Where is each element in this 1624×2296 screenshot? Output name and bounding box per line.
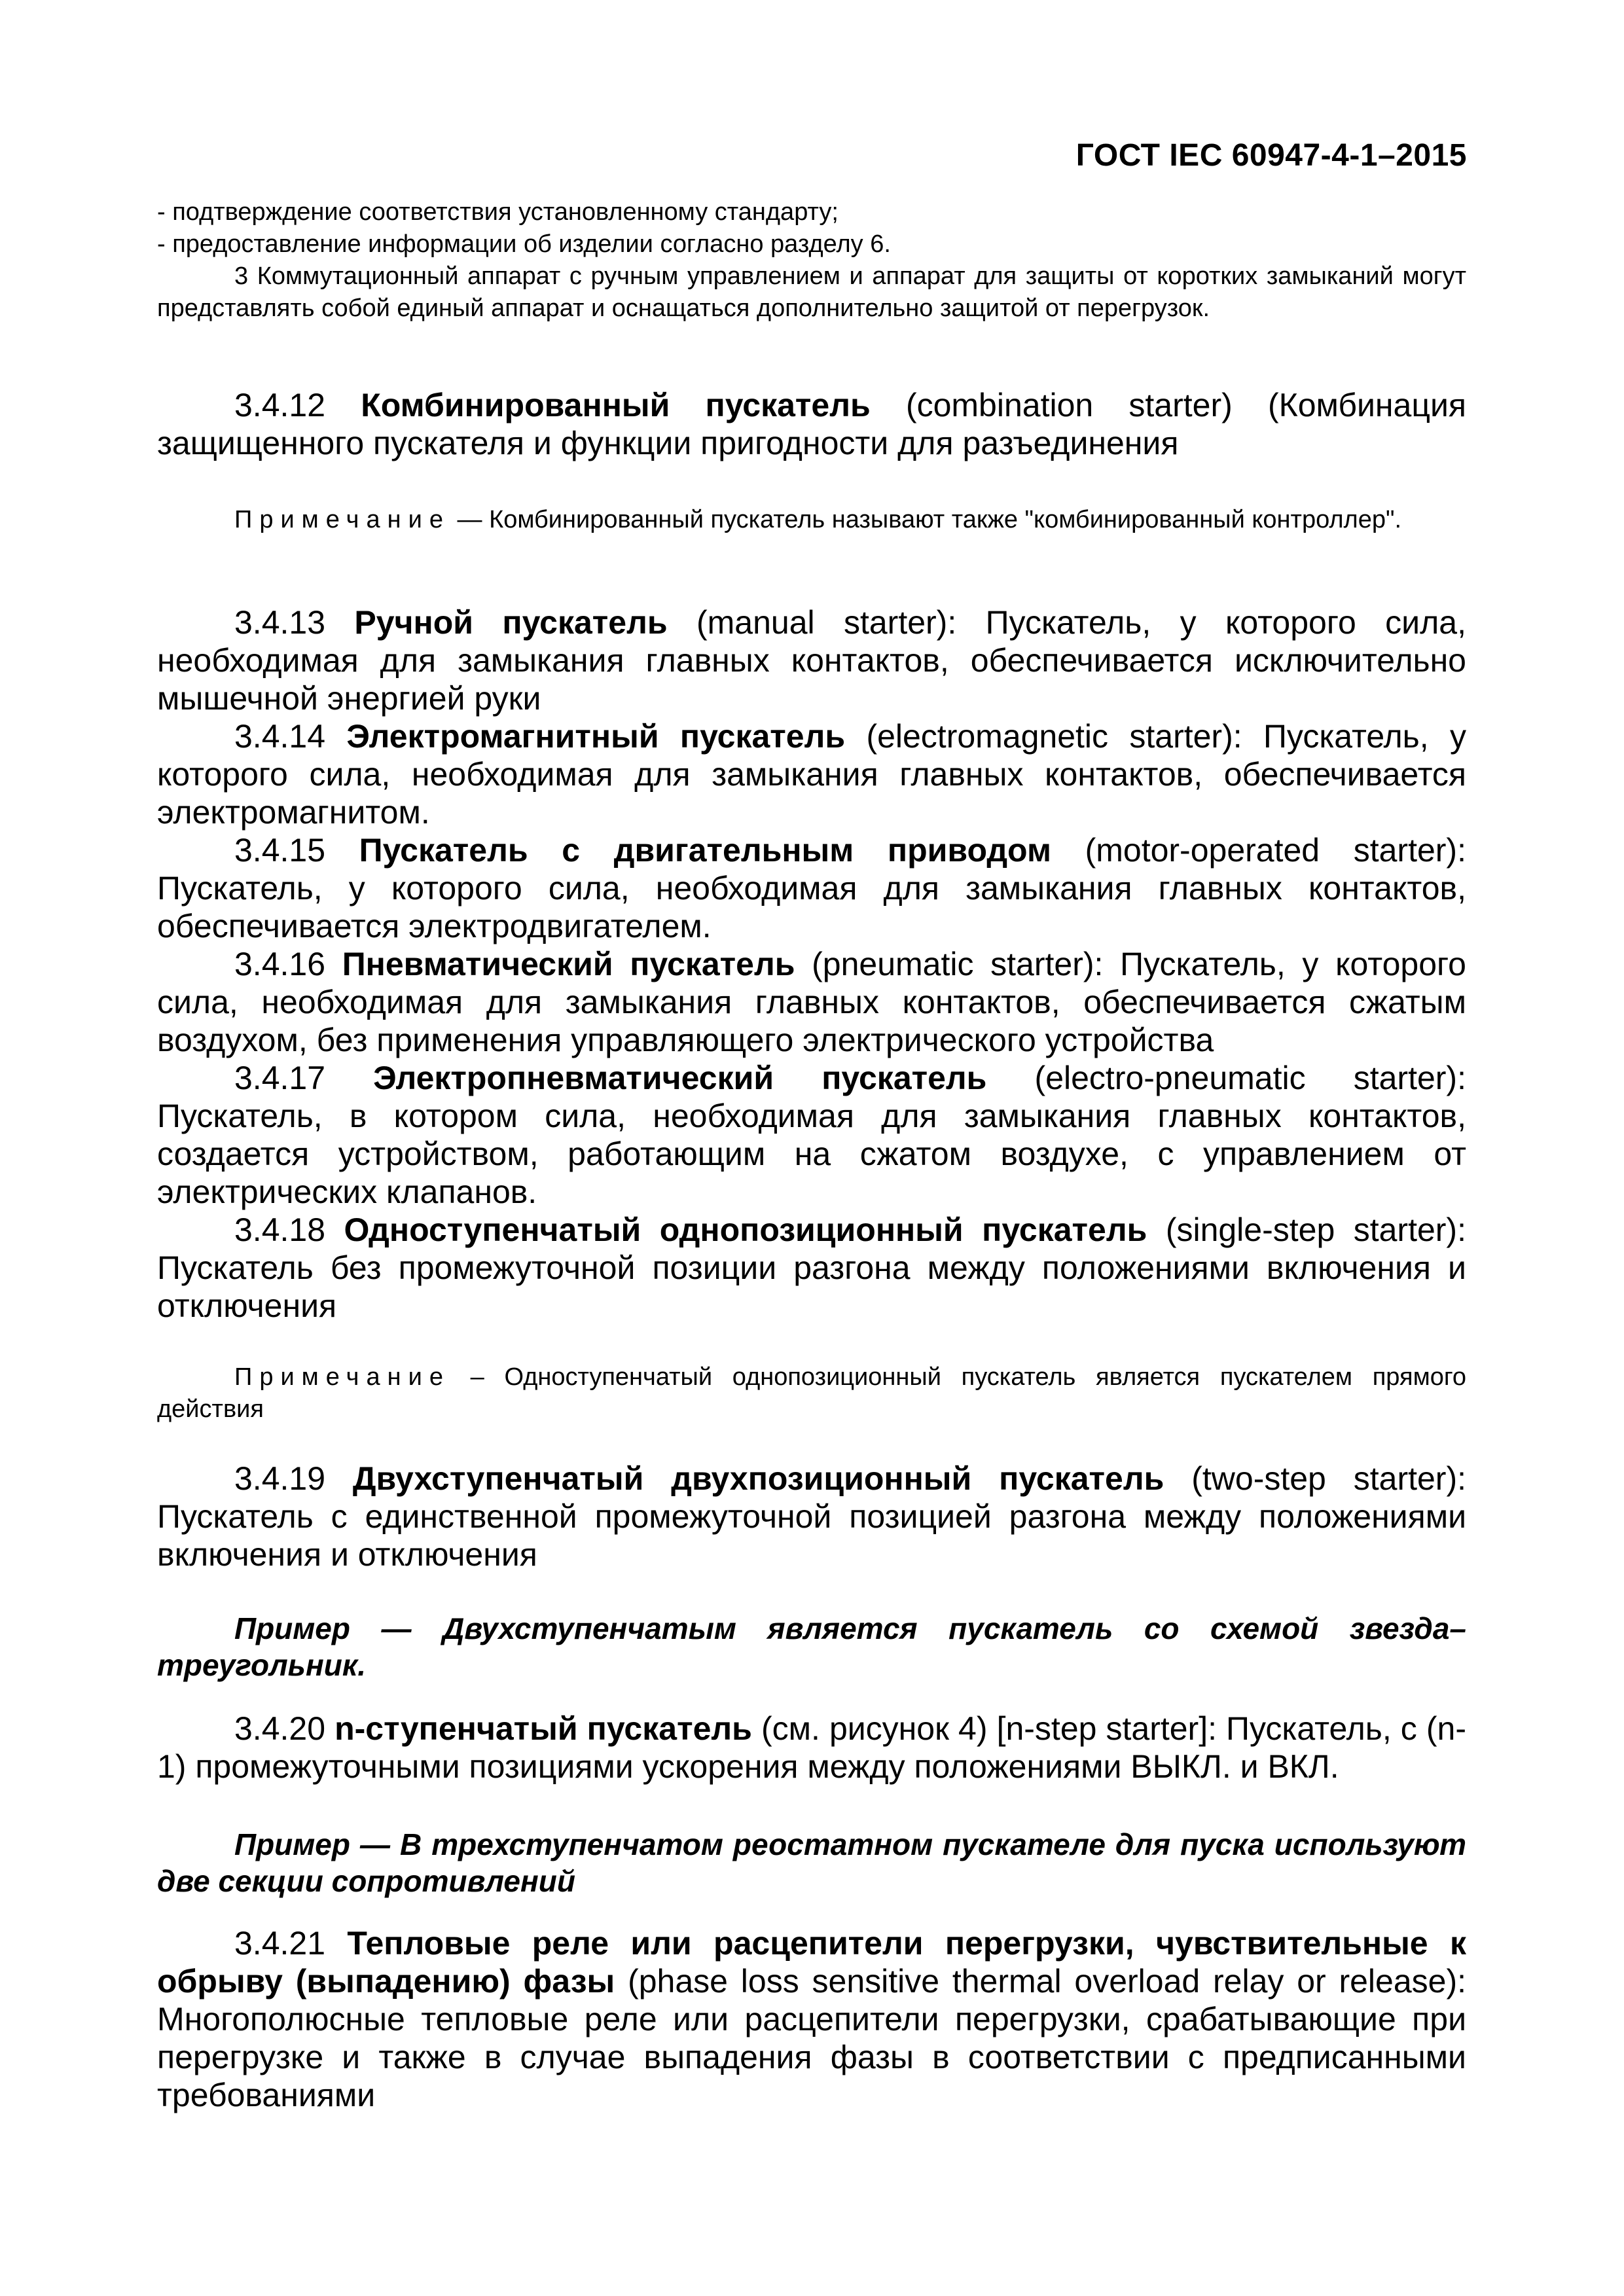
- term-3-4-15: [157, 831, 1466, 945]
- intro-block: [157, 196, 1466, 325]
- term-3-4-14: [157, 717, 1466, 831]
- term-title: Двухступенчатый двухпозиционный пускатель: [352, 1460, 1164, 1497]
- term-text: (manual starter): Пускатель, у которого сила, необходимая для замыкания главных контактов, обеспечивается исключительно мышечной энергией руки: [157, 604, 1466, 717]
- note-2: [157, 1361, 1466, 1426]
- term-3-4-16: [157, 945, 1466, 1059]
- term-number: 3.4.18: [234, 1211, 326, 1248]
- term-text: (two-step starter): Пускатель с единственной промежуточной позицией разгона между положениями включения и отключения: [157, 1460, 1466, 1573]
- note-1: [157, 504, 1466, 536]
- term-number: 3.4.12: [234, 387, 326, 423]
- term-3-4-17: [157, 1059, 1466, 1211]
- term-text: (motor-operated starter): Пускатель, у которого сила, необходимая для замыкания главных контактов, обеспечивается электродвигателем.: [157, 832, 1466, 944]
- term-number: 3.4.21: [234, 1925, 326, 1962]
- term-text: (electromagnetic starter): Пускатель, у которого сила, необходимая для замыкания главных контактов, обеспечивается электромагнитом.: [157, 718, 1466, 831]
- term-text: (single-step starter): Пускатель без промежуточной позиции разгона между положениями включения и отключения: [157, 1211, 1466, 1324]
- example-2: [157, 1826, 1466, 1899]
- term-title: Пускатель с двигательным приводом: [359, 832, 1051, 869]
- intro-note-3: 3 Коммутационный аппарат с ручным управлением и аппарат для защиты от коротких замыканий могут представлять собой единый аппарат и оснащаться дополнительно защитой от перегрузок.: [157, 262, 1466, 322]
- term-text: (см. рисунок 4) [n-step starter]: Пускатель, с (n-1) промежуточными позициями ускорения между положениями ВЫКЛ. и ВКЛ.: [157, 1710, 1466, 1785]
- term-text: (phase loss sensitive thermal overload relay or release): Многополюсные тепловые реле или расцепители перегрузки, срабатывающие при перегрузке и также в случае выпадения фазы в соответствии с предписанными требованиями: [157, 1963, 1466, 2113]
- note-text: — Комбинированный пускатель называют также "комбинированный контроллер".: [457, 506, 1402, 533]
- example-text: Пример — Двухступенчатым является пускатель со схемой звезда–треугольник.: [157, 1611, 1466, 1682]
- term-3-4-20: [157, 1710, 1466, 1785]
- term-title: Комбинированный пускатель: [361, 387, 871, 423]
- example-1: [157, 1610, 1466, 1683]
- term-number: 3.4.16: [234, 946, 326, 982]
- term-title: Электропневматический пускатель: [373, 1060, 987, 1096]
- term-3-4-19: [157, 1460, 1466, 1573]
- term-text: (electro-pneumatic starter): Пускатель, в котором сила, необходимая для замыкания главных контактов, создается устройством, работающим на сжатом воздухе, с управлением от электрических клапанов.: [157, 1060, 1466, 1210]
- terms-block-1: [157, 603, 1466, 1325]
- term-title: Электромагнитный пускатель: [346, 718, 846, 755]
- term-number: 3.4.20: [234, 1710, 326, 1747]
- term-title: Тепловые реле или расцепители перегрузки, чувствительные к обрыву (выпадению) фазы: [157, 1925, 1466, 2000]
- term-title: n-ступенчатый пускатель: [334, 1710, 752, 1747]
- intro-line-1: - подтверждение соответствия установленному стандарту;: [157, 198, 839, 226]
- term-text: (pneumatic starter): Пускатель, у которого сила, необходимая для замыкания главных контактов, обеспечивается сжатым воздухом, без применения управляющего электрического устройства: [157, 946, 1466, 1058]
- term-number: 3.4.17: [234, 1060, 326, 1096]
- note-label: Примечание: [234, 1363, 450, 1391]
- term-number: 3.4.19: [234, 1460, 326, 1497]
- term-title: Одноступенчатый однопозиционный пускатель: [344, 1211, 1147, 1248]
- note-label: Примечание: [234, 506, 450, 533]
- document-header: ГОСТ IEC 60947-4-1–2015: [1075, 138, 1467, 173]
- example-text: Пример — В трехступенчатом реостатном пускателе для пуска используют две секции сопротивлений: [157, 1827, 1466, 1898]
- term-3-4-18: [157, 1211, 1466, 1325]
- term-title: Пневматический пускатель: [342, 946, 795, 982]
- term-3-4-12: [157, 386, 1466, 462]
- term-number: 3.4.14: [234, 718, 326, 755]
- term-3-4-13: [157, 603, 1466, 717]
- term-text: (combination starter) (Комбинация защищенного пускателя и функции пригодности для разъединения: [157, 387, 1466, 461]
- term-number: 3.4.15: [234, 832, 326, 869]
- term-number: 3.4.13: [234, 604, 326, 641]
- term-3-4-21: [157, 1924, 1466, 2114]
- intro-line-2: - предоставление информации об изделии согласно разделу 6.: [157, 230, 891, 258]
- term-title: Ручной пускатель: [354, 604, 668, 641]
- note-text: – Одноступенчатый однопозиционный пускатель является пускателем прямого действия: [157, 1363, 1466, 1423]
